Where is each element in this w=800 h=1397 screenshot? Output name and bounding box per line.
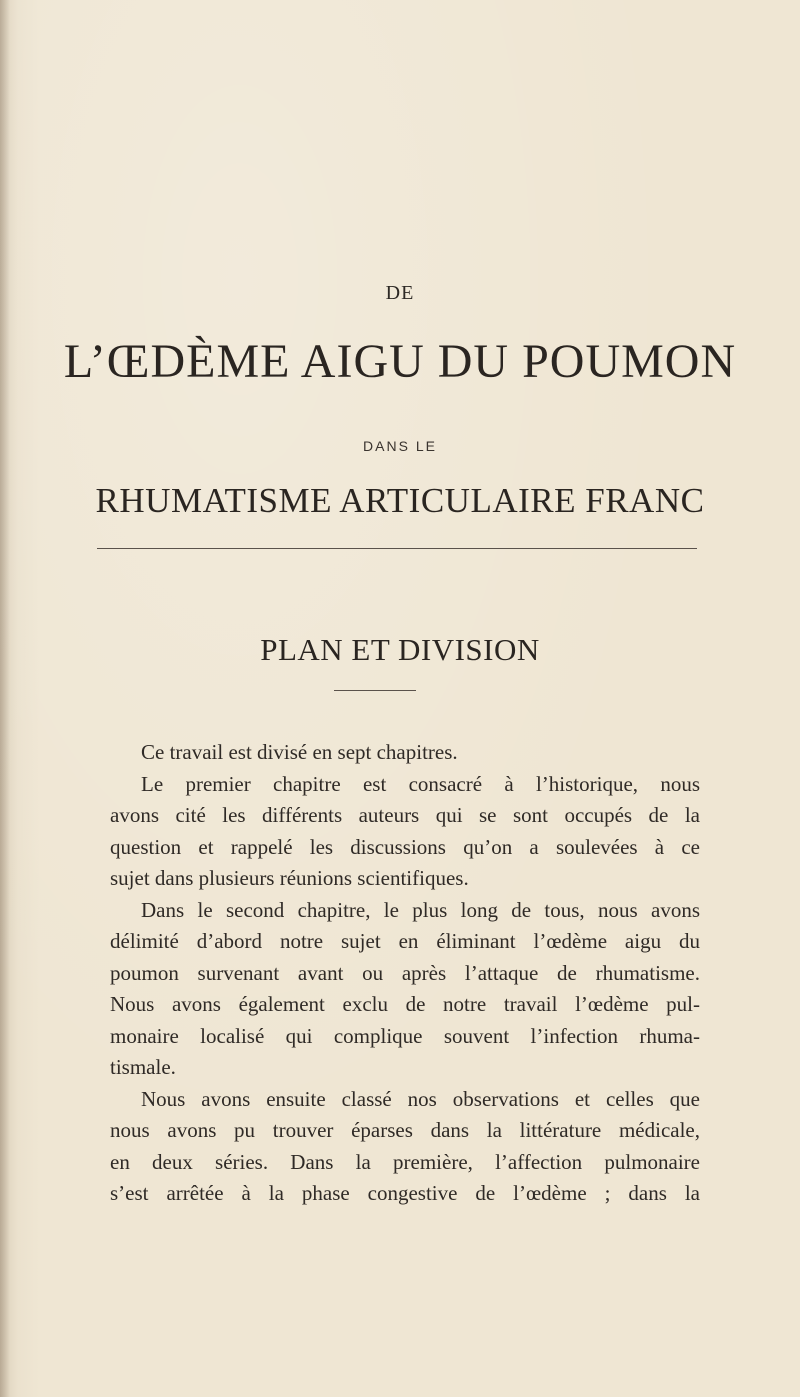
- text-line: Nous avons également exclu de notre travail l’œdème pul-: [110, 992, 700, 1016]
- text-line: en deux séries. Dans la première, l’affection pulmonaire: [110, 1149, 700, 1174]
- paragraph: [110, 1084, 700, 1210]
- subtitle: RHUMATISME ARTICULAIRE FRANC: [95, 481, 705, 520]
- text-line: avons cité les différents auteurs qui se sont occupés de la: [110, 803, 700, 827]
- body-text: [110, 737, 700, 1210]
- text-line: s’est arrêtée à la phase congestive de l’œdème ; dans la: [110, 1181, 700, 1205]
- text-line: nous avons pu trouver éparses dans la littérature médicale,: [110, 1118, 700, 1142]
- text-line: monaire localisé qui complique souvent l’infection rhuma-: [110, 1023, 700, 1048]
- paragraph: [110, 737, 700, 769]
- section-heading: PLAN ET DIVISION: [260, 632, 540, 667]
- text-line: Nous avons ensuite classé nos observations et celles que: [141, 1086, 700, 1111]
- section-divider: [334, 690, 416, 691]
- title-kicker: DE: [385, 282, 415, 304]
- text-line: Ce travail est divisé en sept chapitres.: [141, 740, 458, 764]
- paragraph: [110, 895, 700, 1084]
- text-line: sujet dans plusieurs réunions scientifiques.: [110, 866, 469, 890]
- title-connector: DANS LE: [363, 438, 437, 454]
- text-line: tismale.: [110, 1055, 176, 1079]
- main-title: L’ŒDÈME AIGU DU POUMON: [63, 335, 737, 388]
- text-line: poumon survenant avant ou après l’attaque de rhumatisme.: [110, 960, 700, 985]
- text-line: question et rappelé les discussions qu’on a soulevées à ce: [110, 834, 700, 859]
- text-line: Le premier chapitre est consacré à l’historique, nous: [141, 771, 700, 796]
- paragraph: [110, 769, 700, 895]
- text-line: délimité d’abord notre sujet en éliminant l’œdème aigu du: [110, 929, 700, 953]
- title-divider: [97, 548, 697, 549]
- text-line: Dans le second chapitre, le plus long de tous, nous avons: [141, 897, 700, 922]
- page-binding-shadow: [0, 0, 10, 1397]
